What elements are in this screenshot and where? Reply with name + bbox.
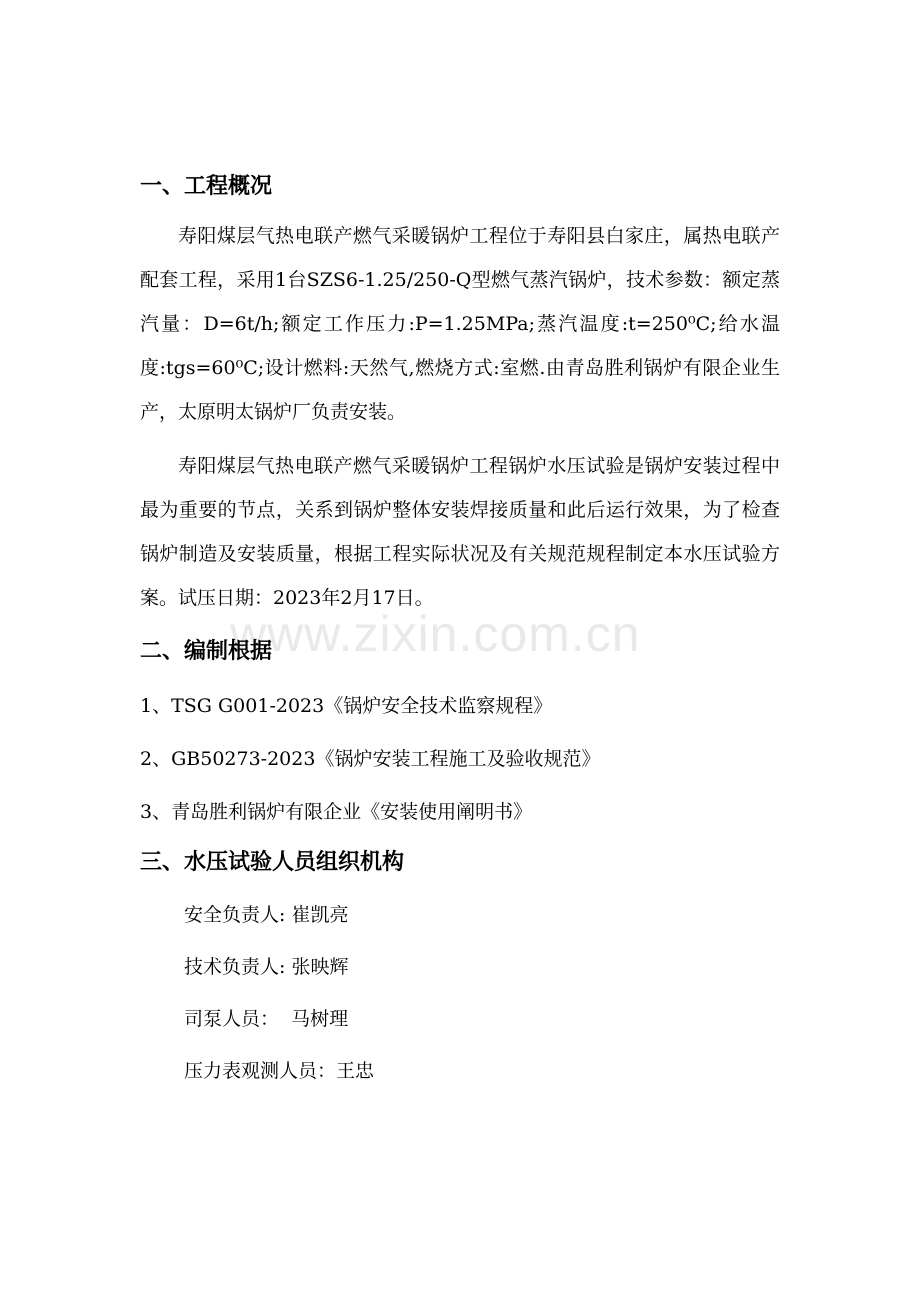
section-title-organization: 三、水压试验人员组织机构	[140, 850, 405, 875]
basis-item-2: 2、GB50273-2023《锅炉安装工程施工及验收规范》	[140, 748, 601, 770]
member-gauge-observer: 压力表观测人员：王忠	[184, 1060, 375, 1082]
section-title-overview: 一、工程概况	[140, 174, 273, 199]
member-safety-lead: 安全负责人: 崔凯亮	[184, 904, 349, 926]
member-pump-operator: 司泵人员： 马树理	[184, 1008, 349, 1030]
section-title-basis: 二、编制根据	[140, 639, 273, 664]
document-body	[140, 170, 780, 1088]
basis-item-3: 3、青岛胜利锅炉有限企业《安装使用阐明书》	[140, 801, 533, 823]
basis-item-1: 1、TSG G001-2023《锅炉安全技术监察规程》	[140, 695, 553, 717]
watermark: www.zixin.com.cn	[230, 606, 641, 662]
overview-paragraph-2: 寿阳煤层气热电联产燃气采暖锅炉工程锅炉水压试验是锅炉安装过程中最为重要的节点，关系到锅炉整体安装焊接质量和此后运行效果，为了检查锅炉制造及安装质量，根据工程实际状况及有关规范规程制定本水压试验方案。试压日期：2023年2月17日。	[140, 455, 780, 609]
overview-paragraph-1: 寿阳煤层气热电联产燃气采暖锅炉工程位于寿阳县白家庄，属热电联产配套工程，采用1台SZS6-1.25/250-Q型燃气蒸汽锅炉，技术参数：额定蒸汽量：D=6t/h;额定工作压力:P=1.25MPa;蒸汽温度:t=250⁰C;给水温度:tgs=60⁰C;设计燃料:天然气,燃烧方式:室燃.由青岛胜利锅炉有限企业生产，太原明太锅炉厂负责安装。	[140, 225, 780, 423]
member-technical-lead: 技术负责人: 张映辉	[184, 956, 349, 978]
